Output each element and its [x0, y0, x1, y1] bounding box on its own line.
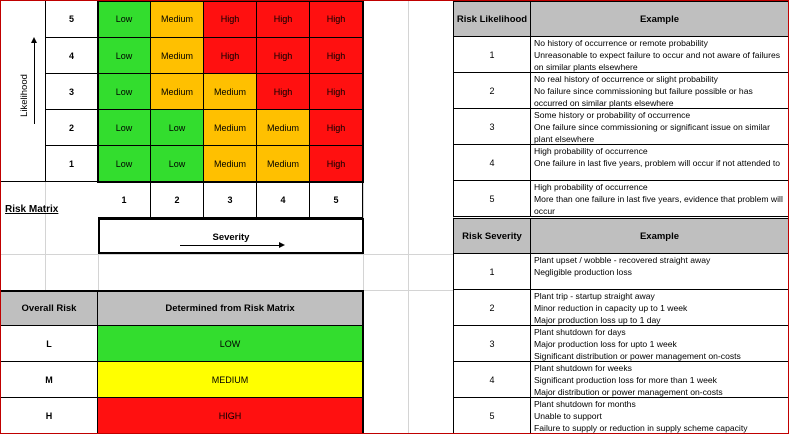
severity_table-number: 2	[453, 290, 531, 326]
overall-risk-code: L	[0, 326, 98, 362]
severity-value: 5	[310, 182, 363, 218]
matrix-cell: Low	[98, 74, 151, 110]
likelihood_table-example-text: No history of occurrence or remote probability Unreasonable to expect failure to occur and not aware of failures on similar plants elsewhere	[531, 37, 789, 73]
matrix-cell: High	[257, 0, 310, 38]
severity_table-example-text: Plant shutdown for months Unable to support Failure to supply or reduction in supply scheme capacity	[531, 398, 789, 434]
severity_table-number: 3	[453, 326, 531, 362]
matrix-cell: Low	[151, 110, 204, 146]
matrix-cell: Medium	[204, 74, 257, 110]
likelihood-value: 4	[45, 38, 98, 74]
matrix-cell: Medium	[151, 0, 204, 38]
likelihood_table-example-text: Some history or probability of occurrence One failure since commissioning or significant issue on similar plant elsewhere	[531, 109, 789, 145]
matrix-cell: High	[310, 110, 363, 146]
matrix-cell: Medium	[151, 74, 204, 110]
matrix-cell: High	[257, 38, 310, 74]
severity_table-example-text: Plant upset / wobble - recovered straight away Negligible production loss	[531, 254, 789, 290]
severity-arrow-icon	[180, 245, 280, 246]
likelihood_table-example-text: High probability of occurrence More than one failure in last five years, evidence that problem will occur	[531, 181, 789, 217]
overall-risk-level: HIGH	[98, 398, 364, 434]
matrix-cell: Low	[98, 0, 151, 38]
likelihood_table-header-left: Risk Likelihood	[453, 1, 531, 37]
matrix-cell: High	[310, 0, 363, 38]
severity_table-example-text: Plant shutdown for days Major production loss for upto 1 week Significant distribution or power management on-costs	[531, 326, 789, 362]
likelihood_table-number: 3	[453, 109, 531, 145]
severity_table-number: 1	[453, 254, 531, 290]
matrix-cell: Low	[98, 146, 151, 182]
matrix-cell: High	[310, 74, 363, 110]
overall-risk-level: MEDIUM	[98, 362, 364, 398]
overall-risk-header: Overall Risk	[0, 290, 98, 326]
severity_table-number: 5	[453, 398, 531, 434]
risk-matrix-title: Risk Matrix	[5, 204, 59, 215]
likelihood-axis-label: Likelihood	[18, 73, 30, 117]
likelihood-value: 1	[45, 146, 98, 182]
likelihood-value: 2	[45, 110, 98, 146]
likelihood_table-number: 4	[453, 145, 531, 181]
gridline	[408, 0, 409, 434]
overall-risk-code: H	[0, 398, 98, 434]
severity_table-number: 4	[453, 362, 531, 398]
matrix-cell: High	[310, 146, 363, 182]
severity-value: 2	[151, 182, 204, 218]
matrix-left-border	[0, 0, 1, 182]
overall-risk-level: LOW	[98, 326, 364, 362]
matrix-cell: Medium	[257, 146, 310, 182]
severity-value: 4	[257, 182, 310, 218]
likelihood_table-example-text: High probability of occurrence One failure in last five years, problem will occur if not attended to	[531, 145, 789, 181]
matrix-cell: High	[310, 38, 363, 74]
severity_table-example-text: Plant trip - startup straight away Minor reduction in capacity up to 1 week Major production loss up to 1 day	[531, 290, 789, 326]
severity_table-header-right: Example	[531, 218, 789, 254]
likelihood-value: 5	[45, 0, 98, 38]
matrix-cell: Low	[151, 146, 204, 182]
severity_table-example-text: Plant shutdown for weeks Significant production loss for more than 1 week Major distribution or power management on-costs	[531, 362, 789, 398]
likelihood-arrow-icon	[34, 42, 35, 124]
severity-axis-label: Severity	[98, 218, 364, 254]
matrix-cell: High	[257, 74, 310, 110]
matrix-cell: High	[204, 0, 257, 38]
matrix-cell: Medium	[204, 146, 257, 182]
severity_table-header-left: Risk Severity	[453, 218, 531, 254]
likelihood_table-number: 2	[453, 73, 531, 109]
likelihood_table-example-text: No real history of occurrence or slight probability No failure since commissioning but failure possible or has occurred on similar plants elsewhere	[531, 73, 789, 109]
likelihood_table-header-right: Example	[531, 1, 789, 37]
matrix-cell: High	[204, 38, 257, 74]
likelihood_table-number: 1	[453, 37, 531, 73]
matrix-cell: Low	[98, 110, 151, 146]
determined-header: Determined from Risk Matrix	[98, 290, 364, 326]
matrix-cell: Medium	[151, 38, 204, 74]
severity-value: 3	[204, 182, 257, 218]
matrix-cell: Medium	[257, 110, 310, 146]
matrix-cell: Low	[98, 38, 151, 74]
matrix-cell: Medium	[204, 110, 257, 146]
likelihood_table-number: 5	[453, 181, 531, 217]
matrix-bottom-border	[0, 181, 98, 182]
severity-value: 1	[98, 182, 151, 218]
likelihood-value: 3	[45, 74, 98, 110]
overall-risk-code: M	[0, 362, 98, 398]
